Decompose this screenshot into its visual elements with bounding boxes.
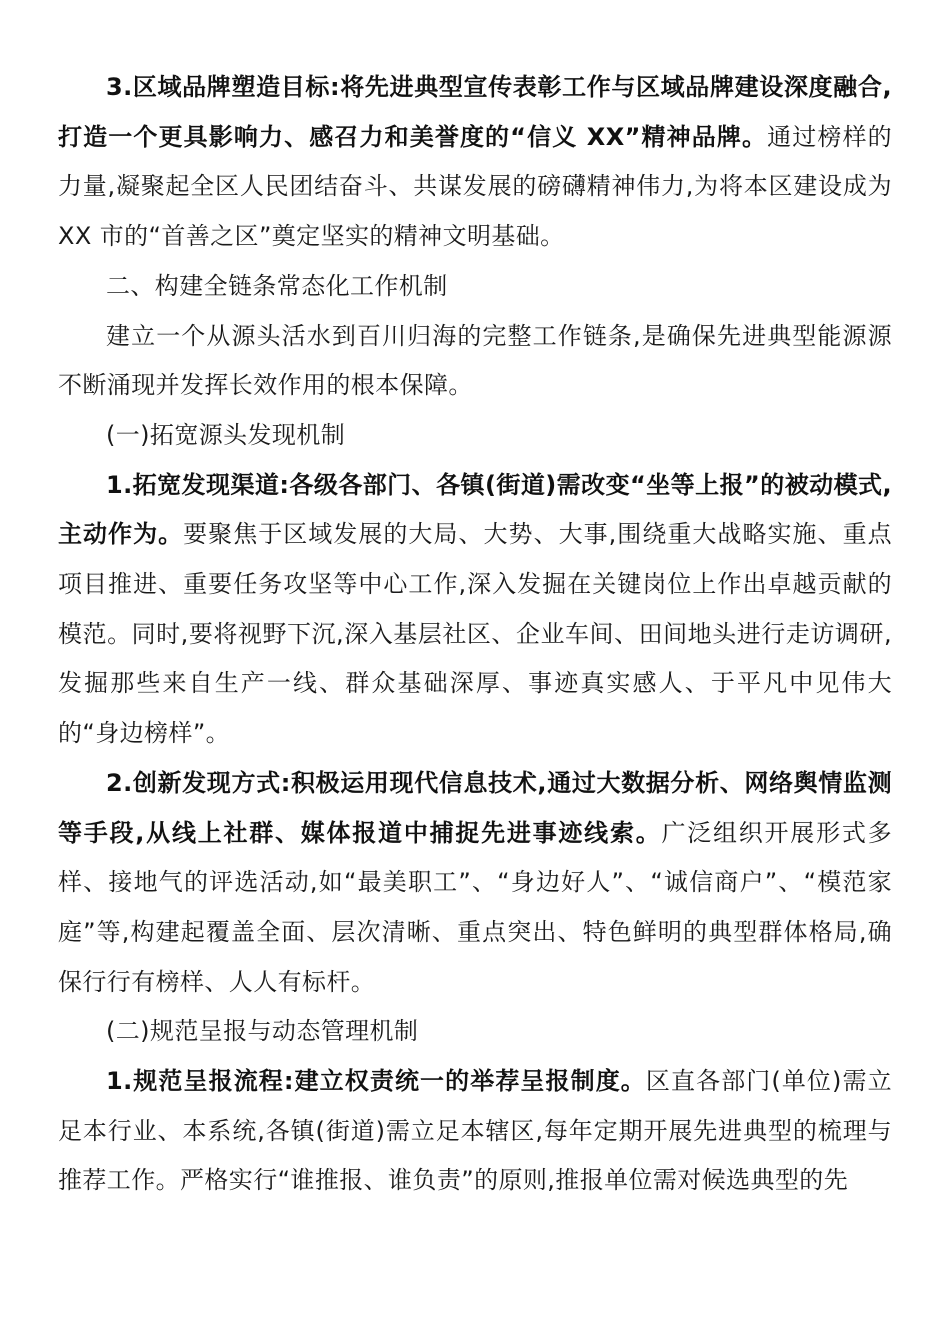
paragraph-lead: 3.区域品牌塑造目标:将先进典型宣传表彰工作与区域品牌建设深度融合,打造一个更具影响力、感召力和美誉度的“信义 XX”精神品牌。 <box>58 73 892 151</box>
paragraph-chain-intro <box>58 312 892 411</box>
paragraph-brand-goal <box>58 63 892 262</box>
paragraph-text: 广泛组织开展形式多样、接地气的评选活动,如“最美职工”、“身边好人”、“诚信商户”、“模范家庭”等,构建起覆盖全面、层次清晰、重点突出、特色鲜明的典型群体格局,确保行行有榜样、人人有标杆。 <box>58 818 893 996</box>
paragraph-discovery-methods <box>58 759 892 1008</box>
document-body <box>58 63 892 1206</box>
paragraph-text: 要聚焦于区域发展的大局、大势、大事,围绕重大战略实施、重点项目推进、重要任务攻坚等中心工作,深入发掘在关键岗位上作出卓越贡献的模范。同时,要将视野下沉,深入基层社区、企业车间、田间地头进行走访调研,发掘那些来自生产一线、群众基础深厚、事迹真实感人、于平凡中见伟大的“身边榜样”。 <box>58 520 893 748</box>
paragraph-lead: 1.拓宽发现渠道:各级各部门、各镇(街道)需改变“坐等上报”的被动模式,主动作为。 <box>58 470 892 549</box>
paragraph-discovery-channels <box>58 461 892 759</box>
section-heading-mechanism <box>58 262 892 312</box>
paragraph-text: 建立一个从源头活水到百川归海的完整工作链条,是确保先进典型能源源不断涌现并发挥长效作用的根本保障。 <box>58 321 892 400</box>
paragraph-lead: 1.规范呈报流程:建立权责统一的举荐呈报制度。 <box>106 1067 646 1096</box>
paragraph-lead: 2.创新发现方式:积极运用现代信息技术,通过大数据分析、网络舆情监测等手段,从线上社群、媒体报道中捕捉先进事迹线索。 <box>58 768 892 847</box>
paragraph-text: 区直各部门(单位)需立足本行业、本系统,各镇(街道)需立足本辖区,每年定期开展先进典型的梳理与推荐工作。严格实行“谁推报、谁负责”的原则,推报单位需对候选典型的先 <box>58 1067 892 1195</box>
paragraph-reporting-process <box>58 1057 892 1206</box>
subheading: (二)规范呈报与动态管理机制 <box>106 1017 419 1046</box>
subheading-reporting <box>58 1007 892 1057</box>
paragraph-text: 通过榜样的力量,凝聚起全区人民团结奋斗、共谋发展的磅礴精神伟力,为将本区建设成为 XX 市的“首善之区”奠定坚实的精神文明基础。 <box>58 122 892 251</box>
subheading: (一)拓宽源头发现机制 <box>106 420 346 449</box>
subheading-discovery <box>58 411 892 461</box>
section-heading: 二、构建全链条常态化工作机制 <box>106 271 448 300</box>
